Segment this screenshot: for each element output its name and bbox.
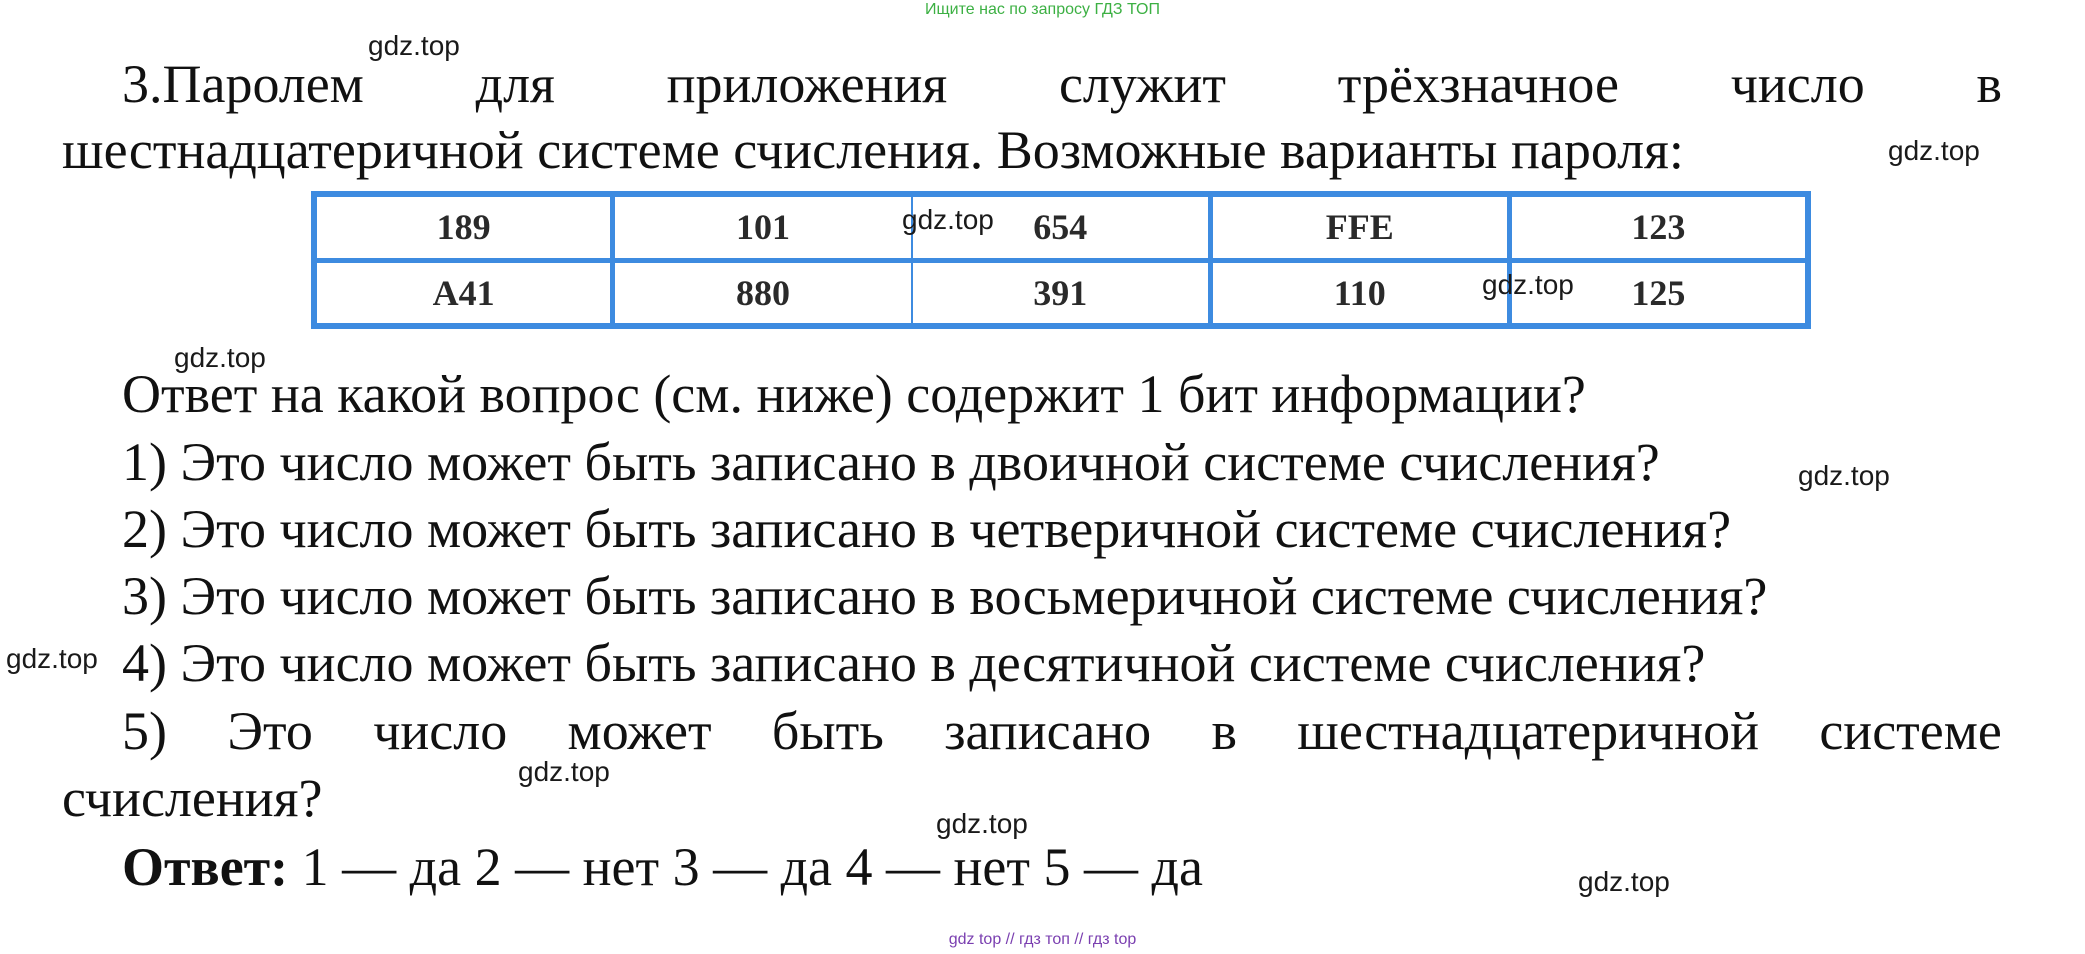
answer-label: Ответ: xyxy=(122,837,289,897)
task-word: для xyxy=(475,54,555,114)
option-5-line-1 xyxy=(122,699,2002,763)
footer-link[interactable]: gdz top xyxy=(948,931,1002,948)
footer-separator: // xyxy=(1005,931,1015,948)
watermark-text: gdz.top xyxy=(1798,460,1890,491)
table-cell: 189 xyxy=(314,194,613,260)
table-cell: 101 xyxy=(613,194,912,260)
table-cell: 110 xyxy=(1210,260,1509,326)
watermark-text: gdz.top xyxy=(368,30,460,61)
footer-link[interactable]: гдз top xyxy=(1087,931,1137,948)
table-cell: 880 xyxy=(613,260,912,326)
watermark-text: gdz.top xyxy=(174,342,266,373)
option-word: Это xyxy=(227,701,313,761)
task-word: в xyxy=(1976,54,2002,114)
footer-separator: // xyxy=(1074,931,1084,948)
answer-line xyxy=(122,835,1203,899)
option-word: системе xyxy=(1819,701,2002,761)
top-banner: Ищите нас по запросу ГДЗ ТОП xyxy=(925,1,1160,18)
table-cell: 391 xyxy=(912,260,1211,326)
watermark-text: gdz.top xyxy=(6,643,98,674)
footer-link[interactable]: гдз топ xyxy=(1019,931,1070,948)
table-cell: FFE xyxy=(1210,194,1509,260)
table-row xyxy=(314,260,1808,326)
option-4: 4) Это число может быть записано в десятичной системе счисления? xyxy=(122,633,1706,693)
watermark-text: gdz.top xyxy=(1482,269,1574,300)
watermark-text: gdz.top xyxy=(902,204,994,235)
password-table xyxy=(311,191,1811,329)
table-cell: 125 xyxy=(1509,260,1808,326)
task-word: служит xyxy=(1058,54,1226,114)
table-cell: A41 xyxy=(314,260,613,326)
option-1: 1) Это число может быть записано в двоичной системе счисления? xyxy=(122,432,1660,492)
option-3: 3) Это число может быть записано в восьмеричной системе счисления? xyxy=(122,566,1768,626)
task-word: трёхзначное xyxy=(1337,54,1619,114)
task-word: 3.Паролем xyxy=(122,54,364,114)
option-5-line-2: счисления? xyxy=(62,768,323,828)
option-word: шестнадцатеричной xyxy=(1297,701,1759,761)
option-word: 5) xyxy=(122,701,167,761)
table-row xyxy=(314,194,1808,260)
watermark-text: gdz.top xyxy=(1888,135,1980,166)
option-word: число xyxy=(373,701,508,761)
table-cell: 123 xyxy=(1509,194,1808,260)
answer-text: 1 — да 2 — нет 3 — да 4 — нет 5 — да xyxy=(288,837,1203,897)
task-line-2: шестнадцатеричной системе счисления. Возможные варианты пароля: xyxy=(62,120,1684,180)
option-word: записано xyxy=(944,701,1152,761)
option-word: быть xyxy=(771,701,884,761)
watermark-text: gdz.top xyxy=(518,756,610,787)
table-cell: 654 xyxy=(912,194,1211,260)
watermark-text: gdz.top xyxy=(1578,866,1670,897)
watermark-text: gdz.top xyxy=(936,808,1028,839)
option-word: в xyxy=(1211,701,1237,761)
task-word: число xyxy=(1730,54,1865,114)
option-2: 2) Это число может быть записано в четверичной системе счисления? xyxy=(122,499,1732,559)
footer-links xyxy=(0,930,2085,950)
question-text: Ответ на какой вопрос (см. ниже) содержит 1 бит информации? xyxy=(122,364,1586,424)
task-word: приложения xyxy=(666,54,948,114)
option-word: может xyxy=(567,701,712,761)
